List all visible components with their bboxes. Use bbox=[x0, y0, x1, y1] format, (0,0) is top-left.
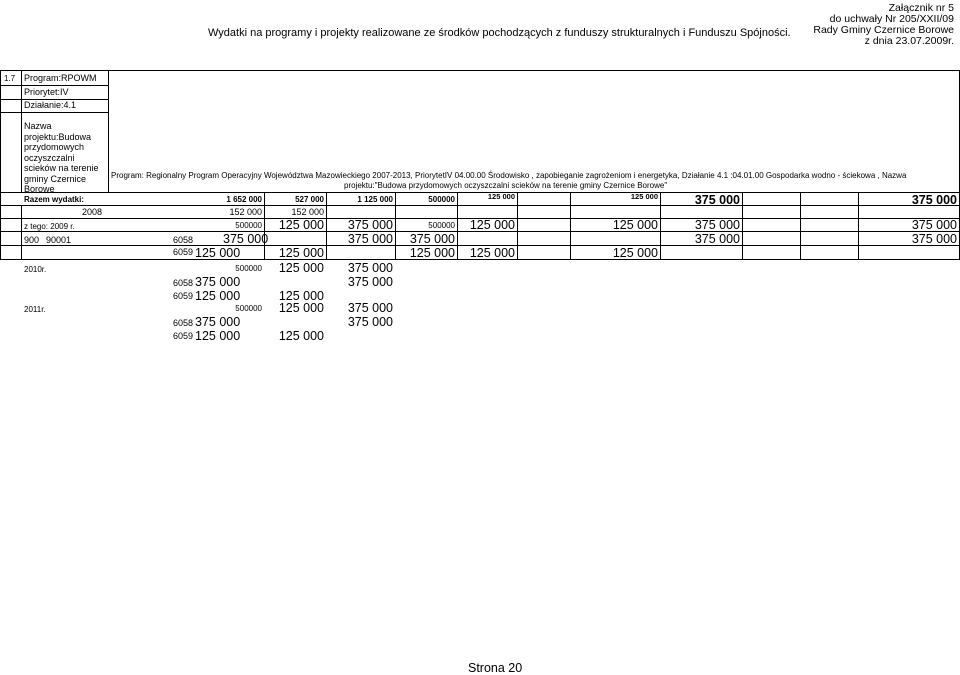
grid-line bbox=[800, 192, 801, 259]
row-6059-cell: 125 000 bbox=[409, 246, 455, 260]
row-2010-cell: 375 000 bbox=[347, 261, 393, 275]
paragraf-code: 6058 bbox=[173, 235, 194, 245]
row-6059-cell: 125 000 bbox=[469, 246, 515, 260]
year-2011-label: 2011r. bbox=[24, 305, 46, 314]
row-2009-cell: 500000 bbox=[235, 221, 262, 230]
row-2010-6058-cell: 375 000 bbox=[347, 275, 393, 289]
grid-line bbox=[517, 192, 518, 259]
row-2010-cell: 500000 bbox=[235, 264, 262, 273]
row-2009-cell: 375 000 bbox=[347, 218, 393, 232]
priorytet-label: Priorytet:IV bbox=[24, 87, 69, 97]
dzialanie-label: Działanie:4.1 bbox=[24, 100, 77, 110]
year-2009-label: z tego: 2009 r. bbox=[24, 222, 75, 231]
row-6058-cell: 375 000 bbox=[347, 232, 393, 246]
row-2009-cell: 375 000 bbox=[694, 218, 740, 232]
year-2008-label: 2008 bbox=[82, 207, 103, 217]
row-6059-cell: 125 000 bbox=[278, 246, 324, 260]
razem-cell: 125 000 bbox=[487, 192, 515, 201]
razem-label: Razem wydatki: bbox=[24, 195, 85, 204]
row-6059-cell: 125 000 bbox=[612, 246, 658, 260]
row-2009-cell: 500000 bbox=[428, 221, 455, 230]
row-2011-6058-cell: 375 000 bbox=[347, 315, 393, 329]
annex-line-1: Załącznik nr 5 bbox=[888, 2, 954, 14]
row-2011-cell: 500000 bbox=[235, 304, 262, 313]
grid-line bbox=[0, 70, 960, 71]
grid-line bbox=[21, 205, 22, 259]
razem-total: 1 652 000 bbox=[226, 195, 262, 204]
paragraf-code: 6059 bbox=[173, 331, 194, 341]
row-2011-6058-cell: 375 000 bbox=[195, 315, 241, 329]
grid-line bbox=[742, 192, 743, 259]
row-2009-cell: 125 000 bbox=[612, 218, 658, 232]
razem-cell: 527 000 bbox=[295, 195, 324, 204]
annex-line-3: Rady Gminy Czernice Borowe bbox=[813, 24, 954, 36]
razem-cell: 375 000 bbox=[911, 193, 957, 207]
grid-line bbox=[0, 205, 960, 206]
item-number: 1.7 bbox=[4, 74, 16, 83]
program-label: Program:RPOWM bbox=[24, 73, 97, 83]
annex-line-4: z dnia 23.07.2009r. bbox=[864, 35, 954, 47]
grid-line bbox=[0, 70, 1, 260]
grid-line bbox=[21, 70, 22, 192]
program-description: Program: Regionalny Program Operacyjny Województwa Mazowieckiego 2007-2013, PriorytetIV 04.00.00 Środowisko , zapobieganie zagrożeniom i energetyka, Działanie 4.1 :04.01.00 Gospodarka wodno - ściekowa , Nazwa bbox=[111, 171, 907, 180]
annex-line-2: do uchwały Nr 205/XXII/09 bbox=[829, 13, 954, 25]
paragraf-code: 6059 bbox=[173, 247, 194, 257]
grid-line bbox=[108, 70, 109, 192]
row-2011-6059-cell: 125 000 bbox=[195, 329, 241, 343]
paragraf-code: 6058 bbox=[173, 318, 194, 328]
row-6058-cell: 375 000 bbox=[694, 232, 740, 246]
row-2009-cell: 375 000 bbox=[911, 218, 957, 232]
razem-cell: 1 125 000 bbox=[357, 195, 393, 204]
row-6058-cell: 375 000 bbox=[911, 232, 957, 246]
year-2010-label: 2010r. bbox=[24, 265, 47, 274]
project-name: Nazwa projektu:Budowa przydomowych oczyszczalni scieków na terenie gminy Czernice Borowe bbox=[24, 121, 99, 194]
row-2011-cell: 125 000 bbox=[278, 301, 324, 315]
row-2009-cell: 125 000 bbox=[278, 218, 324, 232]
row-2010-6058-cell: 375 000 bbox=[195, 275, 241, 289]
razem-cell: 375 000 bbox=[694, 193, 740, 207]
page-number: Strona 20 bbox=[468, 661, 523, 675]
page-title: Wydatki na programy i projekty realizowane ze środków pochodzących z funduszy strukturalnych i Funduszu Spójności. bbox=[208, 27, 791, 39]
row-2009-cell: 125 000 bbox=[469, 218, 515, 232]
row-2008-cell: 152 000 bbox=[291, 207, 324, 217]
razem-cell: 125 000 bbox=[630, 192, 658, 201]
dzial-code: 900 bbox=[24, 235, 40, 245]
row-2010-cell: 125 000 bbox=[278, 261, 324, 275]
row-6058-cell: 375 000 bbox=[223, 232, 269, 246]
rozdzial-code: 90001 bbox=[46, 235, 72, 245]
grid-line bbox=[0, 85, 108, 86]
row-2008-cell: 152 000 bbox=[229, 207, 262, 217]
razem-cell: 500000 bbox=[428, 195, 455, 204]
row-2010-6059-cell: 125 000 bbox=[195, 289, 241, 303]
row-6059-cell: 125 000 bbox=[195, 246, 241, 260]
row-6058-cell: 375 000 bbox=[409, 232, 455, 246]
paragraf-code: 6059 bbox=[173, 291, 194, 301]
row-2011-cell: 375 000 bbox=[347, 301, 393, 315]
row-2010-6059-cell: 125 000 bbox=[278, 289, 324, 303]
program-description-2: projektu:"Budowa przydomowych oczyszczalni scieków na terenie gminy Czernice Borowe" bbox=[344, 181, 668, 190]
row-2011-6059-cell: 125 000 bbox=[278, 329, 324, 343]
paragraf-code: 6058 bbox=[173, 278, 194, 288]
grid-line bbox=[0, 112, 108, 113]
